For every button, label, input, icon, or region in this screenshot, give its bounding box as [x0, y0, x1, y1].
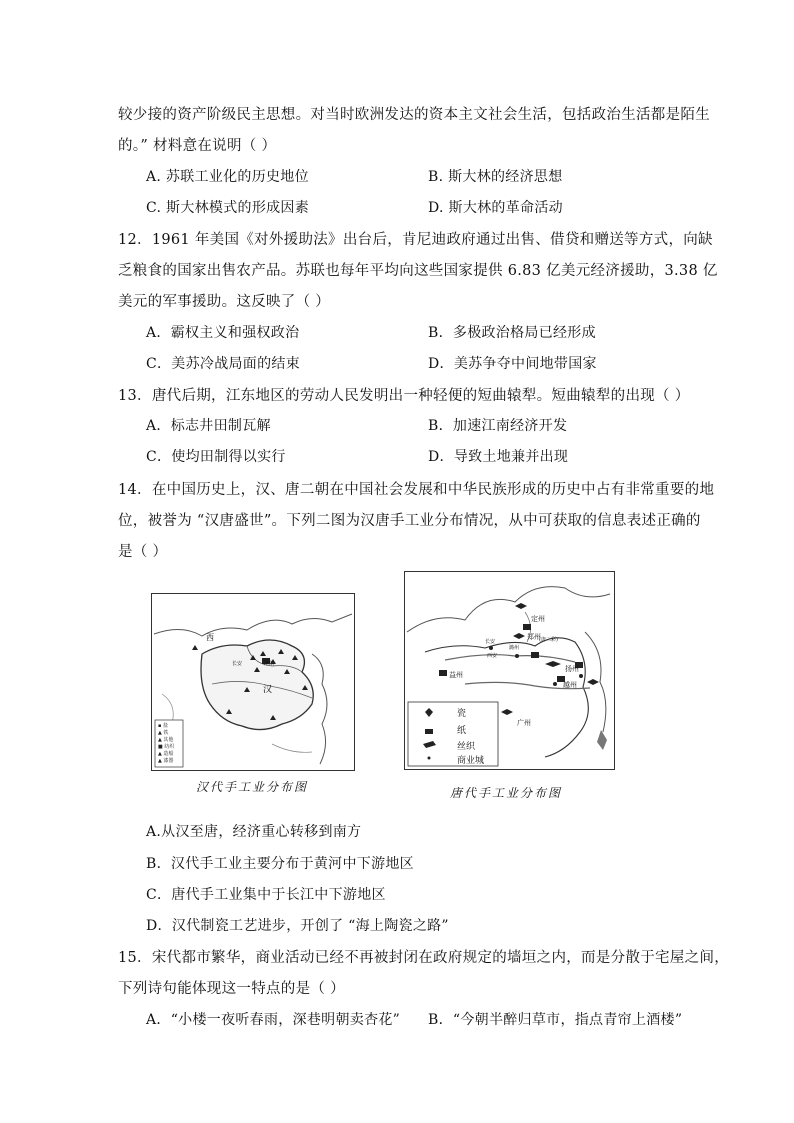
svg-text:▲ 铁: ▲ 铁 — [158, 730, 169, 736]
tang-label-yizhou: 益州 — [449, 671, 463, 679]
q15-option-a: A．“小楼一夜听春雨，深巷明朝卖杏花” — [146, 1012, 401, 1028]
q12-stem-line-1: 12．1961 年美国《对外援助法》出台后，肯尼迪政府通过出售、借贷和赠送等方式，向缺 — [118, 232, 713, 248]
tang-label-xian: 西安 — [487, 653, 498, 659]
svg-text:▲ 其他: ▲ 其他 — [158, 737, 174, 743]
q15-stem-line-2: 下列诗句能体现这一特点的是（ ） — [118, 981, 345, 997]
tang-label-changan: 长安 — [485, 639, 496, 645]
han-handicraft-map — [151, 593, 355, 771]
tang-label-dingzhou: 定州 — [531, 615, 545, 623]
svg-text:▲ 造船: ▲ 造船 — [158, 751, 174, 757]
q15-stem-line-1: 15．宋代都市繁华，商业活动已经不再被封闭在政府规定的墙垣之内，而是分散于宅屋之间， — [118, 950, 730, 966]
q14-stem-line-1: 14．在中国历史上，汉、唐二朝在中国社会发展和中华民族形成的历史中占有非常重要的地 — [118, 482, 715, 498]
svg-text:▲ 漆器: ▲ 漆器 — [158, 758, 174, 764]
q12-stem-line-3: 美元的军事援助。这反映了（ ） — [118, 294, 331, 310]
tang-label-tangsancai: (唐三彩) — [539, 637, 558, 643]
han-map-graphic — [152, 594, 354, 770]
q11-stem-line-1: 较少接的资产阶级民主思想。对当时欧洲发达的资本主文社会生活，包括政治生活都是陌生 — [118, 107, 710, 123]
han-label-han: 汉 — [263, 685, 273, 695]
q13-option-b: B．加速江南经济开发 — [428, 418, 568, 434]
q14-stem-line-3: 是（ ） — [118, 544, 168, 560]
q11-option-c: C. 斯大林模式的形成因素 — [146, 200, 310, 216]
tang-legend-ci: 瓷 — [457, 709, 467, 719]
q13-option-d: D．导致土地兼并出现 — [428, 449, 569, 465]
q15-option-b: B．“今朝半醉归草市，指点青帘上酒楼” — [428, 1012, 683, 1028]
tang-handicraft-map — [404, 571, 615, 770]
tang-label-luzhou: 潞州 — [509, 645, 520, 651]
q13-option-a: A．标志井田制瓦解 — [146, 418, 271, 434]
tang-label-yangzhou: 扬州 — [565, 665, 579, 673]
q13-stem-line-1: 13．唐代后期，江东地区的劳动人民发明出一种轻便的短曲辕犁。短曲辕犁的出现（ ） — [118, 388, 690, 404]
han-label-xi: 西 — [206, 633, 214, 642]
svg-text:■ 纺织: ■ 纺织 — [158, 744, 175, 750]
q14-stem-line-2: 位，被誉为 “汉唐盛世”。下列二图为汉唐手工业分布情况，从中可获取的信息表述正确的 — [118, 513, 701, 529]
tang-legend-shangyecheng: 商业城 — [457, 756, 485, 766]
tang-map-caption: 唐代手工业分布图 — [450, 786, 563, 800]
q12-option-d: D．美苏争夺中间地带国家 — [428, 356, 597, 372]
svg-text:▪ 盐: ▪ 盐 — [158, 723, 168, 729]
tang-legend-zhi: 纸 — [457, 726, 467, 736]
tang-label-zhengzhou: 郑州 — [527, 633, 541, 641]
tang-legend-sizhi: 丝织 — [457, 742, 476, 752]
q14-option-b: B．汉代手工业主要分布于黄河中下游地区 — [146, 856, 414, 872]
q11-stem-line-2: 的。” 材料意在说明（ ） — [118, 138, 277, 154]
q11-option-d: D. 斯大林的革命活动 — [428, 200, 563, 216]
tang-label-yuezhou: 越州 — [563, 681, 577, 689]
q12-stem-line-2: 乏粮食的国家出售农产品。苏联也每年平均向这些国家提供 6.83 亿美元经济援助，3.38 亿 — [118, 263, 718, 279]
han-label-luoyang: 洛阳 — [264, 661, 275, 667]
q14-option-a: A.从汉至唐，经济重心转移到南方 — [146, 824, 362, 840]
q11-option-b: B. 斯大林的经济思想 — [428, 169, 563, 185]
q11-option-a: A. 苏联工业化的历史地位 — [146, 169, 309, 185]
q12-option-b: B．多极政治格局已经形成 — [428, 325, 596, 341]
tang-label-guangzhou: 广州 — [517, 719, 531, 727]
q12-option-a: A．霸权主义和强权政治 — [146, 325, 300, 341]
q13-option-c: C．使均田制得以实行 — [146, 449, 286, 465]
q14-option-c: C．唐代手工业集中于长江中下游地区 — [146, 887, 386, 903]
han-map-caption: 汉代手工业分布图 — [196, 780, 309, 794]
q14-option-d: D．汉代制瓷工艺进步，开创了 “海上陶瓷之路” — [146, 918, 449, 934]
han-label-changan: 长安 — [232, 661, 243, 667]
q12-option-c: C．美苏冷战局面的结束 — [146, 356, 301, 372]
tang-map-graphic — [405, 572, 614, 769]
